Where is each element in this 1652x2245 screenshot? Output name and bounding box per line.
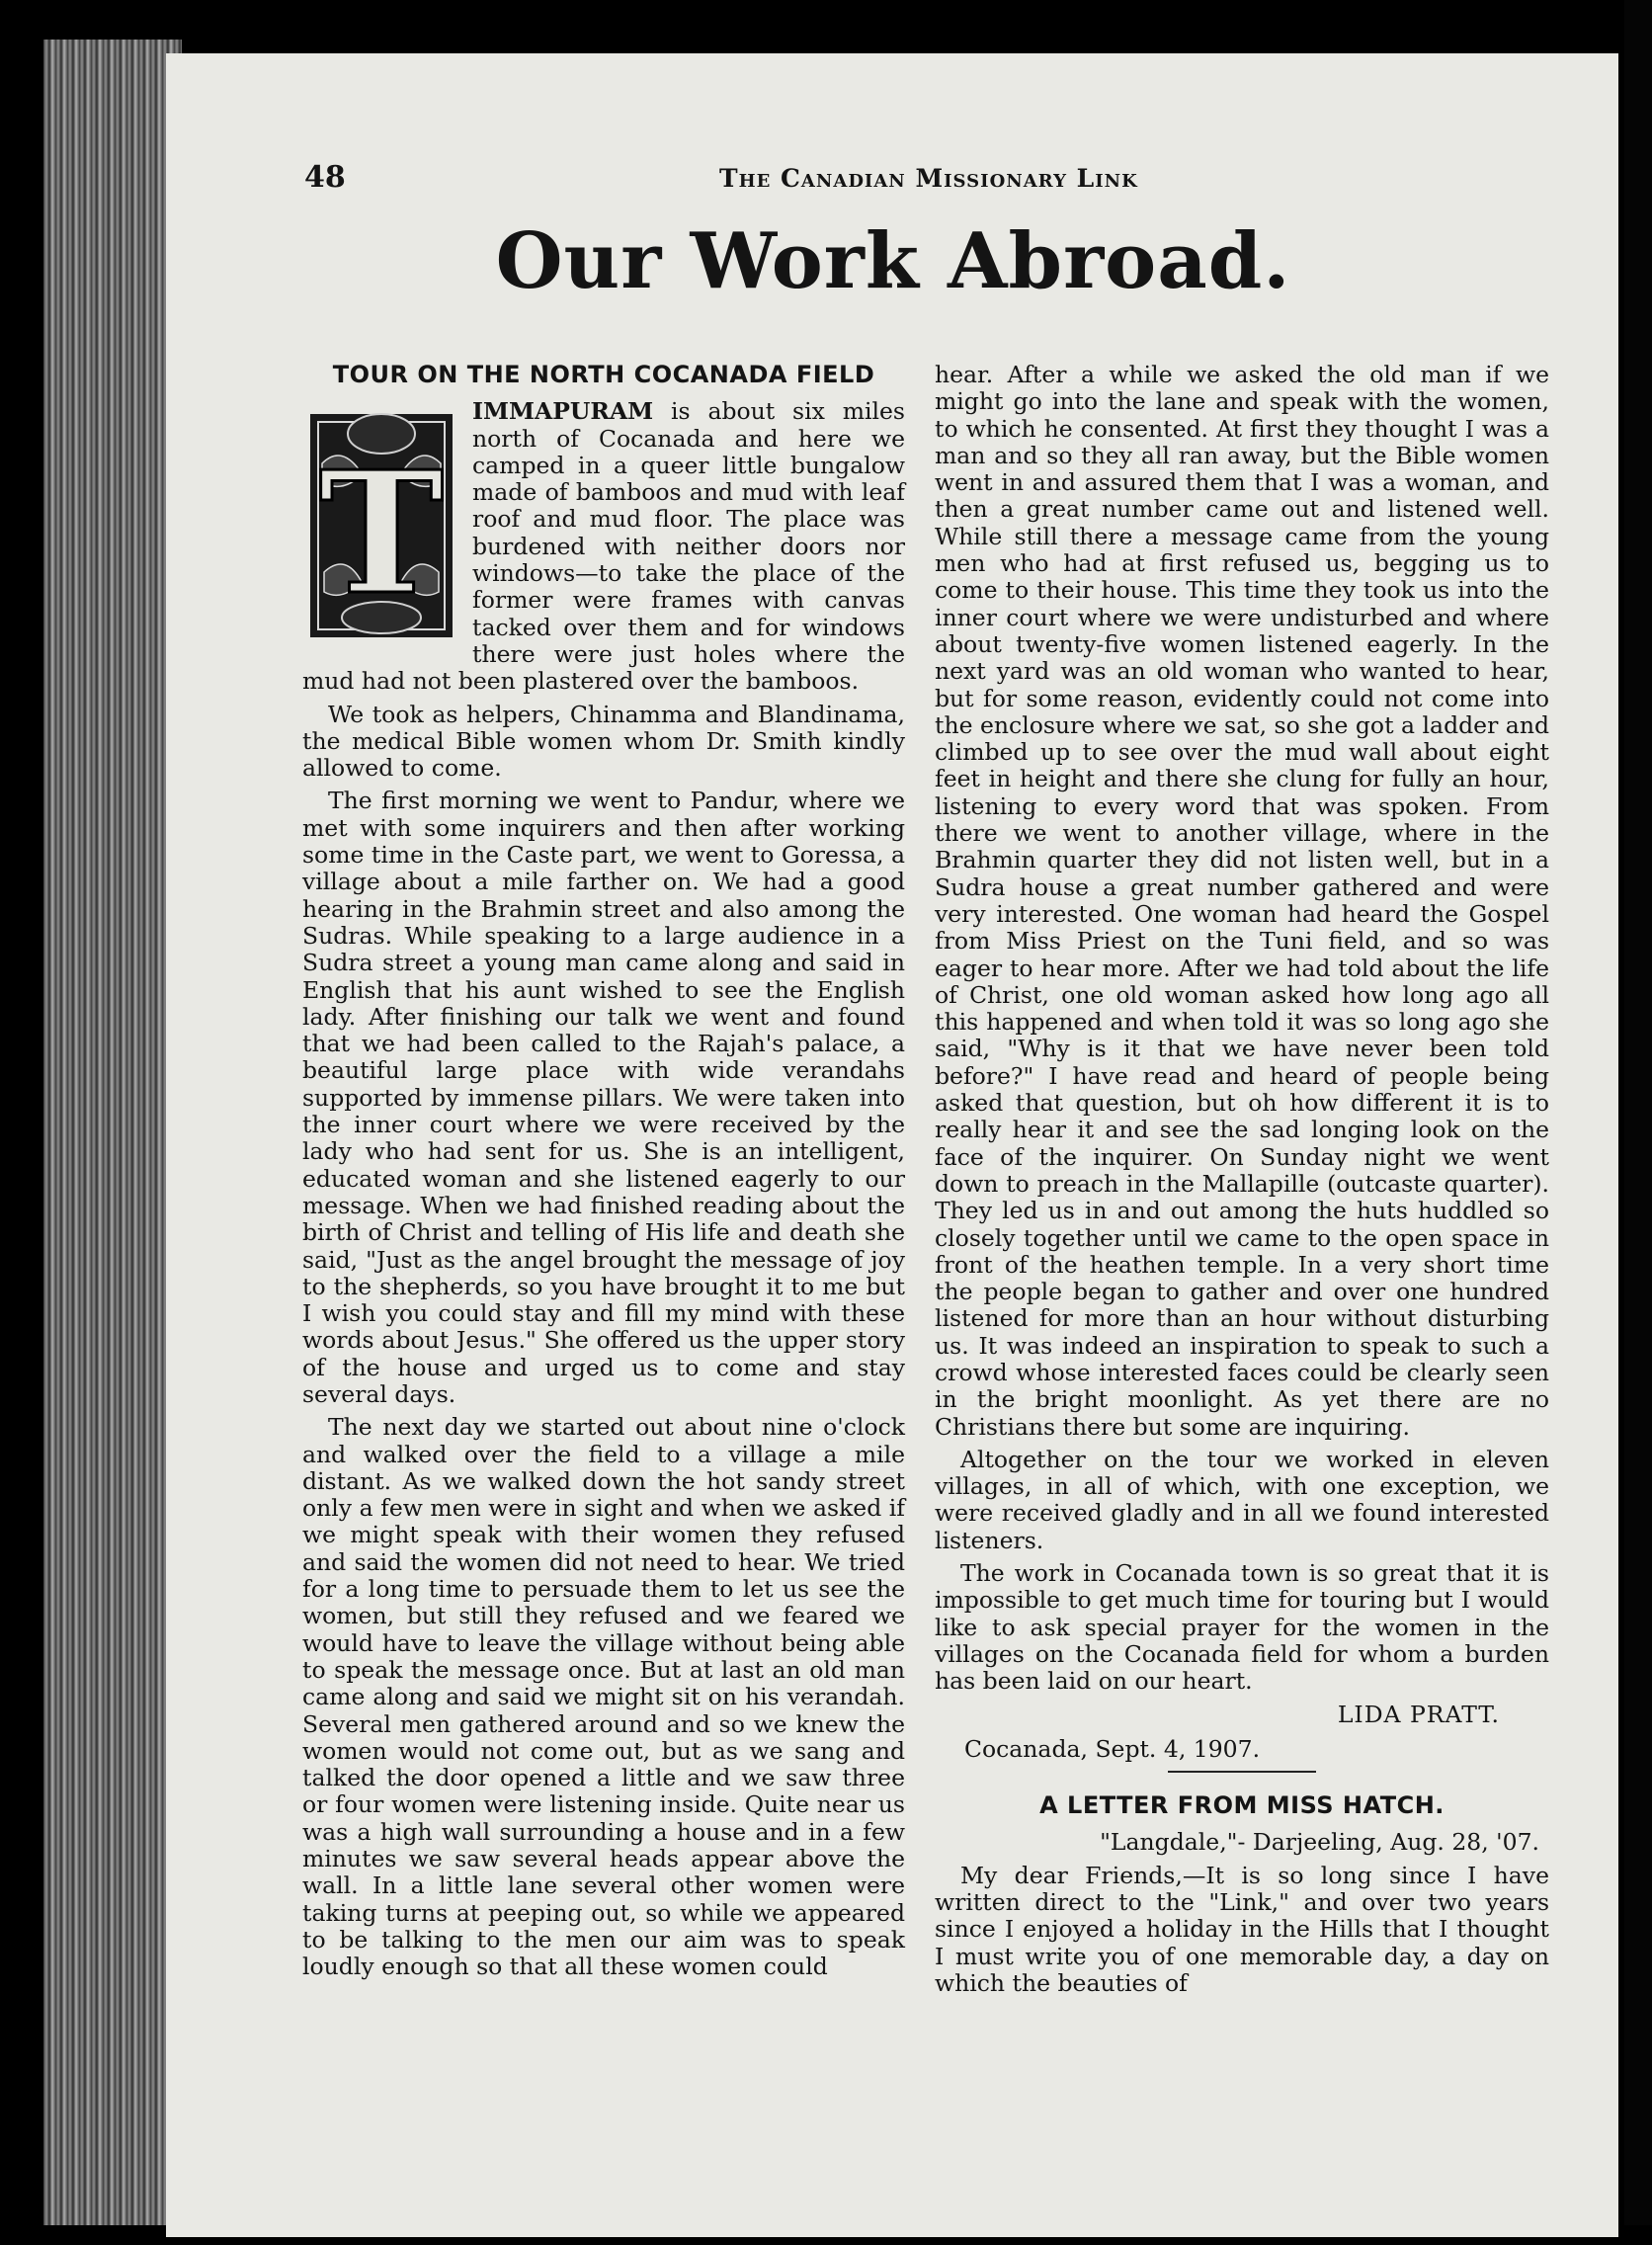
paragraph-1-text: is about six miles north of Cocanada and here we camped in a queer little bungalow made of bamboos and mud with leaf roof and mud floor. The place was burdened with neither doors nor windows—to take the place of the former were frames with canvas tacked over them and for windows there were just holes where the mud had not been plastered over the bamboos. [302,397,905,696]
ornamental-drop-cap [302,404,460,647]
drop-cap-ornament-icon [302,404,460,647]
magazine-page [166,53,1618,2237]
journal-title: The Canadian Missionary Link [719,164,1138,193]
letter-headline: A LETTER FROM MISS HATCH. [1039,1791,1445,1820]
left-column [302,362,905,1987]
section-title: Our Work Abroad. [495,216,1291,306]
book-spine-edge [43,40,182,2233]
letter-place-date: "Langdale,"- Darjeeling, Aug. 28, '07. [1100,1828,1539,1857]
scan-border-right [1624,0,1652,2245]
opening-word: IMMAPURAM [472,397,654,426]
paragraph-4: The next day we started out about nine o'clock and walked over the field to a village a mile distant. As we walked down the hot sandy street only a few men were in sight and when we asked if we might speak with their women they refused and said the women did not need to hear. We tried for a long time to persuade them to let us see the women, but still they refused and we feared we would have to leave the village without being able to speak the message once. But at last an old man came along and said we might sit on his verandah. Several men gathered around and so we knew the women would not come out, but as we sang and talked the door opened a little and we saw three or four women were listening inside. Quite near us was a high wall surrounding a house and in a few minutes we saw several heads appear above the wall. In a little lane several other women were taking turns at peeping out, so while we appeared to be talking to the men our aim was to speak loudly enough so that all these women could [302,1413,905,1981]
section-divider [1168,1771,1316,1773]
paragraph-3: The first morning we went to Pandur, where we met with some inquirers and then after working some time in the Caste part, we went to Goressa, a village about a mile farther on. We had a good hearing in the Brahmin street and also among the Sudras. While speaking to a large audience in a Sudra street a young man came along and said in English that his aunt wished to see the English lady. After finishing our talk we went and found that we had been called to the Rajah's palace, a beautiful large place with wide verandahs supported by immense pillars. We were taken into the inner court where we were received by the lady who had sent for us. She is an intelligent, educated woman and she listened eagerly to our message. When we had finished reading about the birth of Christ and telling of His life and death she said, "Just as the angel brought the message of joy to the shepherds, so you have brought it to me but I wish you could stay and fill my mind with these words about Jesus." She offered us the upper story of the house and urged us to come and stay several days. [302,787,905,1408]
scan-border-top [0,0,1652,28]
page-number: 48 [304,160,346,195]
drop-cap-letter: T [318,435,445,633]
letter-paragraph-1: My dear Friends,—It is so long since I have written direct to the "Link," and over two years since I enjoyed a holiday in the Hills that I thought I must write you of one memorable day, a day on which the beauties of [935,1861,1549,1997]
article-headline: TOUR ON THE NORTH COCANADA FIELD [332,361,875,388]
author-signature: LIDA PRATT. [1337,1700,1500,1728]
article-dateline: Cocanada, Sept. 4, 1907. [964,1734,1261,1763]
right-column [935,362,1549,2003]
paragraph-4-continued: hear. After a while we asked the old man if we might go into the lane and speak with the women, to which he consented. At first they thought I was a man and so they all ran away, but the Bible women went in and assured them that I was a woman, and then a great number came out and listened well. While still there a message came from the young men who had at first refused us, begging us to come to their house. This time they took us into the inner court where we were undisturbed and where about twenty-five women listened eagerly. In the next yard was an old woman who wanted to hear, but for some reason, evidently could not come into the enclosure where we sat, so she got a ladder and climbed up to see over the mud wall about eight feet in height and there she clung for fully an hour, listening to every word that was spoken. From there we went to another village, where in the Brahmin quarter they did not listen well, but in a Sudra house a great number gathered and were very interested. One woman had heard the Gospel from Miss Priest on the Tuni field, and so was eager to hear more. After we had told about the life of Christ, one old woman asked how long ago all this happened and when told it was so long ago she said, "Why is it that we have never been told before?" I have read and heard of people being asked that question, but oh how different it is to really hear it and see the sad longing look on the face of the inquirer. On Sunday night we went down to preach in the Mallapille (outcaste quarter). They led us in and out among the huts huddled so closely together until we came to the open space in front of the heathen temple. In a very short time the people began to gather and over one hundred listened for more than an hour without disturbing us. It was indeed an inspiration to speak to such a crowd whose interested faces could be clearly seen in the bright moonlight. As yet there are no Christians there but some are inquiring. [935,361,1549,1441]
running-header [166,160,1618,200]
paragraph-5: Altogether on the tour we worked in eleven villages, in all of which, with one exception, we were received gladly and in all we found interested listeners. [935,1445,1549,1554]
paragraph-2: We took as helpers, Chinamma and Blandinama, the medical Bible women whom Dr. Smith kindly allowed to come. [302,700,905,783]
paragraph-6: The work in Cocanada town is so great that it is impossible to get much time for touring but I would like to ask special prayer for the women in the villages on the Cocanada field for whom a burden has been laid on our heart. [935,1559,1549,1696]
